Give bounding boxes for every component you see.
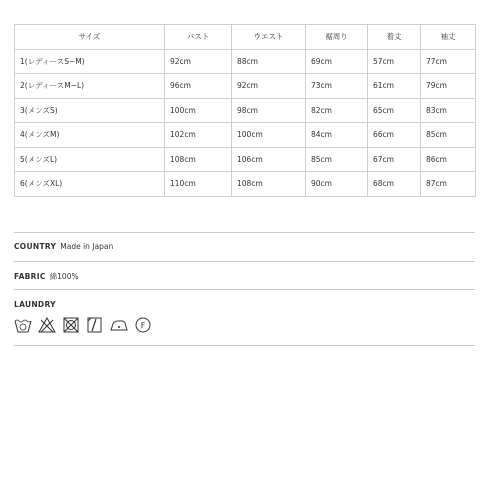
iron-low-icon bbox=[110, 317, 128, 333]
cell-size: 4(メンズM) bbox=[15, 123, 165, 148]
header-bust: バスト bbox=[165, 25, 232, 50]
header-sleeve: 袖丈 bbox=[421, 25, 476, 50]
cell-size: 6(メンズXL) bbox=[15, 172, 165, 197]
country-label: COUNTRY bbox=[14, 242, 57, 251]
cell-sleeve: 83cm bbox=[421, 98, 476, 123]
cell-bust: 92cm bbox=[165, 49, 232, 74]
cell-sleeve: 87cm bbox=[421, 172, 476, 197]
cell-sleeve: 85cm bbox=[421, 123, 476, 148]
divider bbox=[14, 289, 475, 290]
cell-waist: 108cm bbox=[232, 172, 306, 197]
table-row bbox=[15, 98, 476, 123]
table-row bbox=[15, 147, 476, 172]
header-size: サイズ bbox=[15, 25, 165, 50]
no-tumble-dry-icon bbox=[62, 317, 80, 333]
no-bleach-icon bbox=[38, 317, 56, 333]
table-row bbox=[15, 49, 476, 74]
cell-bust: 110cm bbox=[165, 172, 232, 197]
cell-hem: 90cm bbox=[306, 172, 368, 197]
laundry-label: LAUNDRY bbox=[14, 300, 56, 309]
cell-hem: 85cm bbox=[306, 147, 368, 172]
cell-bust: 102cm bbox=[165, 123, 232, 148]
header-length: 着丈 bbox=[368, 25, 421, 50]
cell-bust: 108cm bbox=[165, 147, 232, 172]
cell-hem: 69cm bbox=[306, 49, 368, 74]
cell-sleeve: 86cm bbox=[421, 147, 476, 172]
cell-waist: 92cm bbox=[232, 74, 306, 99]
laundry-icons bbox=[14, 317, 152, 333]
wash-30-icon bbox=[14, 317, 32, 333]
drip-dry-icon bbox=[86, 317, 104, 333]
cell-sleeve: 79cm bbox=[421, 74, 476, 99]
table-row bbox=[15, 74, 476, 99]
country-value: Made in Japan bbox=[60, 242, 114, 251]
divider bbox=[14, 261, 475, 262]
cell-sleeve: 77cm bbox=[421, 49, 476, 74]
cell-length: 66cm bbox=[368, 123, 421, 148]
laundry-line bbox=[14, 300, 60, 309]
cell-hem: 73cm bbox=[306, 74, 368, 99]
cell-length: 57cm bbox=[368, 49, 421, 74]
cell-length: 68cm bbox=[368, 172, 421, 197]
cell-length: 67cm bbox=[368, 147, 421, 172]
cell-waist: 88cm bbox=[232, 49, 306, 74]
fabric-value: 綿100% bbox=[49, 272, 79, 281]
cell-size: 3(メンズS) bbox=[15, 98, 165, 123]
dry-clean-f-icon bbox=[134, 317, 152, 333]
fabric-label: FABRIC bbox=[14, 272, 46, 281]
svg-text:F: F bbox=[140, 321, 146, 330]
cell-bust: 96cm bbox=[165, 74, 232, 99]
cell-size: 1(レディースS~M) bbox=[15, 49, 165, 74]
fabric-line bbox=[14, 271, 79, 282]
divider bbox=[14, 345, 475, 346]
cell-length: 61cm bbox=[368, 74, 421, 99]
cell-waist: 100cm bbox=[232, 123, 306, 148]
size-table-header-row bbox=[15, 25, 476, 50]
cell-bust: 100cm bbox=[165, 98, 232, 123]
country-line bbox=[14, 242, 113, 251]
cell-hem: 84cm bbox=[306, 123, 368, 148]
cell-hem: 82cm bbox=[306, 98, 368, 123]
cell-size: 5(メンズL) bbox=[15, 147, 165, 172]
cell-length: 65cm bbox=[368, 98, 421, 123]
table-row bbox=[15, 172, 476, 197]
cell-waist: 106cm bbox=[232, 147, 306, 172]
cell-waist: 98cm bbox=[232, 98, 306, 123]
cell-size: 2(レディースM~L) bbox=[15, 74, 165, 99]
header-waist: ウエスト bbox=[232, 25, 306, 50]
size-table bbox=[14, 24, 476, 197]
header-hem: 裾周り bbox=[306, 25, 368, 50]
table-row bbox=[15, 123, 476, 148]
divider bbox=[14, 232, 475, 233]
